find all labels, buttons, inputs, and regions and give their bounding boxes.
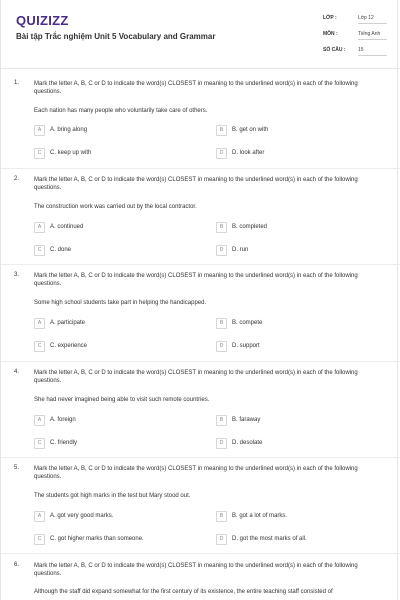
meta-underline <box>358 23 387 24</box>
option-text: D. desolate <box>232 440 263 446</box>
option-a[interactable] <box>34 222 204 234</box>
question-number: 2. <box>14 176 20 182</box>
option-text: A. foreign <box>50 417 76 423</box>
option-a[interactable] <box>34 318 204 330</box>
option-letter: D <box>216 148 227 159</box>
option-text: A. participate <box>50 320 86 326</box>
question-sentence: The students got high marks in the test but Mary stood out. <box>34 493 191 499</box>
option-b[interactable] <box>216 318 386 330</box>
option-a[interactable] <box>34 511 204 523</box>
option-text: C. done <box>50 247 72 253</box>
option-d[interactable] <box>216 438 386 450</box>
option-d[interactable] <box>216 245 386 257</box>
question-number: 1. <box>14 80 20 86</box>
option-letter: A <box>34 318 45 329</box>
option-letter: C <box>34 245 45 256</box>
question-instruction: Mark the letter A, B, C or D to indicate the word(s) CLOSEST in meaning to the underlined word(s) in each of the following questions. <box>34 81 358 95</box>
meta-label: SỐ CÂU : <box>323 47 346 53</box>
question-divider <box>1 361 400 362</box>
option-letter: C <box>34 148 45 159</box>
option-d[interactable] <box>216 534 386 546</box>
worksheet-header <box>1 0 400 70</box>
option-letter: B <box>216 125 227 136</box>
option-text: C. got higher marks than someone. <box>50 536 144 542</box>
option-a[interactable] <box>34 125 204 137</box>
option-text: D. support <box>232 343 260 349</box>
option-letter: D <box>216 438 227 449</box>
question-sentence: Each nation has many people who voluntarily take care of others. <box>34 108 208 114</box>
option-c[interactable] <box>34 245 204 257</box>
option-b[interactable] <box>216 511 386 523</box>
question-divider <box>1 457 400 458</box>
option-text: B. completed <box>232 224 268 230</box>
question-instruction: Mark the letter A, B, C or D to indicate the word(s) CLOSEST in meaning to the underlined word(s) in each of the following questions. <box>34 563 358 577</box>
option-letter: B <box>216 318 227 329</box>
question-instruction: Mark the letter A, B, C or D to indicate the word(s) CLOSEST in meaning to the underlined word(s) in each of the following questions. <box>34 273 358 287</box>
question-sentence: She had never imagined being able to visit such remote countries. <box>34 397 210 403</box>
option-b[interactable] <box>216 125 386 137</box>
question-instruction: Mark the letter A, B, C or D to indicate the word(s) CLOSEST in meaning to the underlined word(s) in each of the following questions. <box>34 177 358 191</box>
meta-row-class <box>323 12 387 26</box>
meta-value: 15 <box>358 47 364 53</box>
question-divider <box>1 553 400 554</box>
option-b[interactable] <box>216 415 386 427</box>
meta-value: Tiếng Anh <box>358 31 381 37</box>
meta-underline <box>358 55 387 56</box>
option-letter: D <box>216 534 227 545</box>
option-text: A. got very good marks. <box>50 513 114 519</box>
option-text: D. run <box>232 247 249 253</box>
option-c[interactable] <box>34 148 204 160</box>
option-c[interactable] <box>34 438 204 450</box>
meta-label: LỚP : <box>323 15 337 21</box>
question-divider <box>1 168 400 169</box>
meta-value: Lớp 12 <box>358 15 374 21</box>
option-letter: A <box>34 415 45 426</box>
question-sentence: Some high school students take part in helping the handicapped. <box>34 300 207 306</box>
option-letter: C <box>34 534 45 545</box>
option-text: B. compete <box>232 320 263 326</box>
option-letter: B <box>216 222 227 233</box>
option-c[interactable] <box>34 534 204 546</box>
option-letter: A <box>34 511 45 522</box>
option-text: C. experience <box>50 343 88 349</box>
option-d[interactable] <box>216 148 386 160</box>
meta-label: MÔN : <box>323 31 338 37</box>
option-text: D. look after <box>232 150 265 156</box>
option-text: A. bring along <box>50 127 88 133</box>
question-number: 4. <box>14 369 20 375</box>
option-b[interactable] <box>216 222 386 234</box>
option-text: C. keep up with <box>50 150 92 156</box>
question-instruction: Mark the letter A, B, C or D to indicate the word(s) CLOSEST in meaning to the underlined word(s) in each of the following questions. <box>34 370 358 384</box>
quizizz-logo: QUIZIZZ <box>16 13 69 28</box>
question-number: 5. <box>14 465 20 471</box>
page-title: Bài tập Trắc nghiệm Unit 5 Vocabulary and Grammar <box>16 32 216 41</box>
question-number: 3. <box>14 272 20 278</box>
option-letter: B <box>216 511 227 522</box>
option-text: B. get on with <box>232 127 269 133</box>
option-letter: A <box>34 125 45 136</box>
option-c[interactable] <box>34 341 204 353</box>
question-divider <box>1 264 400 265</box>
option-letter: D <box>216 341 227 352</box>
meta-row-count <box>323 44 387 58</box>
meta-row-subject <box>323 28 387 42</box>
meta-underline <box>358 39 387 40</box>
question-number: 6. <box>14 562 20 568</box>
option-text: C. friendly <box>50 440 78 446</box>
option-text: B. got a lot of marks. <box>232 513 288 519</box>
option-a[interactable] <box>34 415 204 427</box>
option-d[interactable] <box>216 341 386 353</box>
header-divider <box>1 68 400 69</box>
option-text: B. faraway <box>232 417 261 423</box>
option-letter: C <box>34 341 45 352</box>
option-letter: D <box>216 245 227 256</box>
option-text: D. got the most marks of all. <box>232 536 307 542</box>
question-instruction: Mark the letter A, B, C or D to indicate the word(s) CLOSEST in meaning to the underlined word(s) in each of the following questions. <box>34 466 358 480</box>
option-letter: B <box>216 415 227 426</box>
question-sentence: The construction work was carried out by the local contractor. <box>34 204 197 210</box>
option-letter: A <box>34 222 45 233</box>
option-text: A. continued <box>50 224 84 230</box>
question-sentence: Although the staff did expand somewhat for the first century of its existence, the entire teaching staff consisted of <box>34 589 333 595</box>
option-letter: C <box>34 438 45 449</box>
